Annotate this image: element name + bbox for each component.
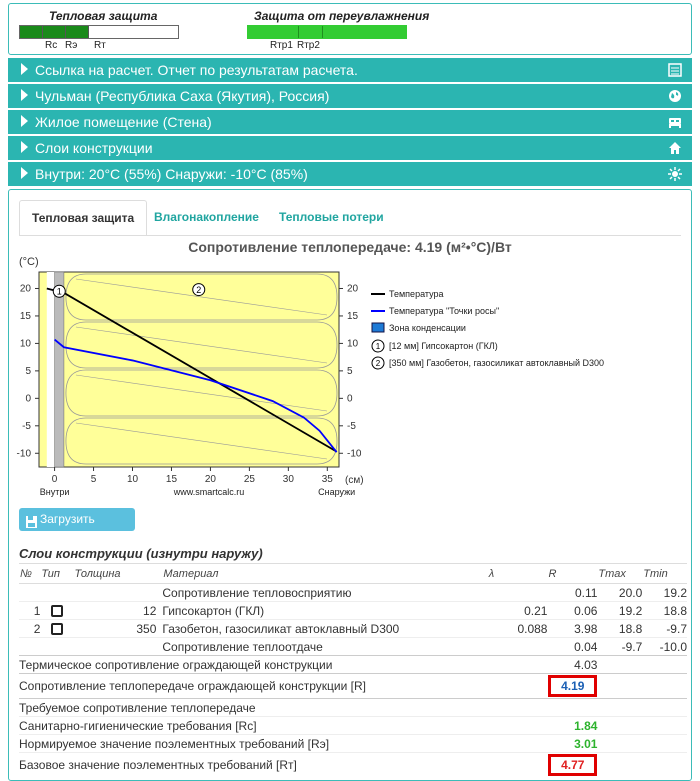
accordion-conditions[interactable] [8,162,692,186]
summary-row [19,753,687,778]
r-total-value: 4.19 [548,675,597,697]
y-tick-label: 5 [25,365,31,377]
home-icon [668,141,682,155]
outside-label: Снаружи [318,487,356,497]
site-label: www.smartcalc.ru [173,487,245,497]
download-button-label: Загрузить график [40,512,95,549]
layers-section-title: Слои конструкции (изнутри наружу) [19,546,263,561]
rc-label: Rс [45,40,58,51]
tmin-cell: -9.7 [642,620,687,638]
x-tick-label: 35 [321,474,333,485]
accordion-label: Чульман (Республика Саха (Якутия), Россия) [35,88,330,104]
caret-right-icon [21,167,28,179]
col-tmax: Tmax [597,564,642,584]
y-tick-label: 15 [19,310,31,322]
tmax-cell: 20.0 [597,584,642,602]
col-tmin: Tmin [642,564,687,584]
tmax-cell: 19.2 [597,602,642,620]
summary-label: Нормируемое значение поэлементных требований [Rэ] [19,735,547,753]
legend-layer-2: [350 мм] Газобетон, газосиликат автоклавный D300 [389,358,605,368]
layer-type-checkbox[interactable] [51,623,63,635]
y-tick-label-right: 5 [347,365,353,377]
summary-row [19,699,687,717]
legend-dew-point: Температура "Точки росы" [389,306,500,316]
y-tick-label: 20 [19,283,31,295]
accordion-label: Ссылка на расчет. Отчет по результатам расчета. [35,62,358,78]
x-tick-label: 30 [282,474,294,485]
col-type: Тип [40,564,73,584]
plot-area [39,272,339,467]
material-cell: Сопротивление теплоотдаче [162,638,487,656]
bed-icon [668,115,682,129]
inner-air-zone [47,272,55,467]
indicator-box [8,3,692,55]
y-tick-label: 10 [19,338,31,350]
lambda-cell: 0.21 [488,602,548,620]
x-axis-unit: (см) [345,475,364,486]
caret-right-icon [21,141,28,153]
accordion-label: Жилое помещение (Стена) [35,114,212,130]
y-tick-label-right: 0 [347,393,353,405]
globe-icon [668,89,682,103]
layers-table [19,563,687,777]
summary-row [19,674,687,699]
r-cell: 0.04 [547,638,597,656]
accordion-label: Внутри: 20°С (55%) Снаружи: -10°С (85%) [35,166,308,182]
material-cell: Сопротивление тепловосприятию [162,584,487,602]
col-thickness: Толщина [73,564,162,584]
tab-heat-loss[interactable]: Тепловые потери [279,210,384,224]
tmin-cell: 19.2 [642,584,687,602]
tmin-cell: 18.8 [642,602,687,620]
x-tick-label: 10 [126,474,139,485]
rtr2-label: Rтр2 [297,40,320,51]
y-tick-label: -10 [16,448,31,460]
sun-icon [668,167,682,181]
rtr1-label: Rтр1 [270,40,293,51]
summary-label: Требуемое сопротивление теплопередаче [19,699,547,717]
thickness-cell: 350 [73,620,162,638]
summary-label: Сопротивление теплопередаче ограждающей конструкции [R] [19,674,547,699]
table-row [19,638,687,656]
caret-right-icon [21,115,28,127]
y-tick-label-right: 10 [347,338,359,350]
summary-label: Санитарно-гигиенические требования [Rс] [19,717,547,735]
summary-row [19,717,687,735]
y-tick-label-right: -10 [347,448,362,460]
accordion-report-link[interactable] [8,58,692,82]
thermal-protection-title: Тепловая защита [49,9,158,23]
y-tick-label-right: -5 [347,420,356,432]
y-tick-label: -5 [22,420,31,432]
rc-value: 1.84 [547,717,597,735]
chart-title: Сопротивление теплопередаче: 4.19 (м²•°С)/Вт [188,239,512,255]
moisture-protection-bar [247,25,407,39]
layer-number: 1 [19,602,40,620]
layer-marker-label: 2 [196,285,202,296]
y-axis-label: (°С) [19,256,39,268]
accordion-location[interactable] [8,84,692,108]
re-label: Rэ [65,40,78,51]
thermal-protection-bar [19,25,179,39]
summary-row [19,656,687,674]
summary-row [19,735,687,753]
col-r: R [547,564,597,584]
material-cell: Газобетон, газосиликат автоклавный D300 [162,620,487,638]
legend-condensation: Зона конденсации [389,323,466,333]
legend-condensation-swatch [372,323,384,332]
x-tick-label: 25 [243,474,255,485]
legend-layer-1: [12 мм] Гипсокартон (ГКЛ) [389,341,498,351]
legend-temperature: Температура [389,289,444,299]
table-row [19,602,687,620]
summary-label: Термическое сопротивление ограждающей конструкции [19,656,547,674]
summary-label: Базовое значение поэлементных требований [Rт] [19,753,547,778]
tmax-cell: 18.8 [597,620,642,638]
temperature-chart [9,252,691,502]
col-number: № [19,564,40,584]
accordion-label: Слои конструкции [35,140,153,156]
document-icon [668,63,682,77]
lambda-cell: 0.088 [488,620,548,638]
re-value: 3.01 [547,735,597,753]
tab-moisture-accumulation[interactable]: Влагонакопление [154,210,259,224]
layer-marker-label: 1 [56,286,62,297]
layer-number: 2 [19,620,40,638]
layer-1-drywall [55,272,64,467]
results-panel [8,189,692,781]
summary-value: 4.03 [547,656,597,674]
tmin-cell: -10.0 [642,638,687,656]
rt-value: 4.77 [548,754,597,776]
material-cell: Гипсокартон (ГКЛ) [162,602,487,620]
x-tick-label: 5 [90,474,97,485]
col-material: Материал [162,564,487,584]
legend-marker-1-label: 1 [375,342,381,351]
x-tick-label: 20 [204,474,216,485]
y-tick-label: 0 [25,393,31,405]
x-tick-label: 0 [51,474,58,485]
table-row [19,620,687,638]
inside-label: Внутри [39,487,70,497]
accordion-room-type[interactable] [8,110,692,134]
tmax-cell: -9.7 [597,638,642,656]
caret-right-icon [21,63,28,75]
y-tick-label-right: 15 [347,310,359,322]
y-tick-label-right: 20 [347,283,359,295]
download-chart-button[interactable] [19,508,135,549]
rt-label: Rт [94,40,106,51]
download-icon [26,513,36,525]
layer-type-checkbox[interactable] [51,605,63,617]
r-cell: 0.06 [547,602,597,620]
tab-thermal-protection[interactable]: Тепловая защита [19,200,147,236]
r-cell: 3.98 [547,620,597,638]
accordion-construction-layers[interactable] [8,136,692,160]
x-tick-label: 15 [165,474,178,485]
col-lambda: λ [488,564,548,584]
caret-right-icon [21,89,28,101]
table-row [19,584,687,602]
legend-marker-2-label: 2 [375,359,381,368]
r-cell: 0.11 [547,584,597,602]
moisture-protection-title: Защита от переувлажнения [254,9,430,23]
thickness-cell: 12 [73,602,162,620]
